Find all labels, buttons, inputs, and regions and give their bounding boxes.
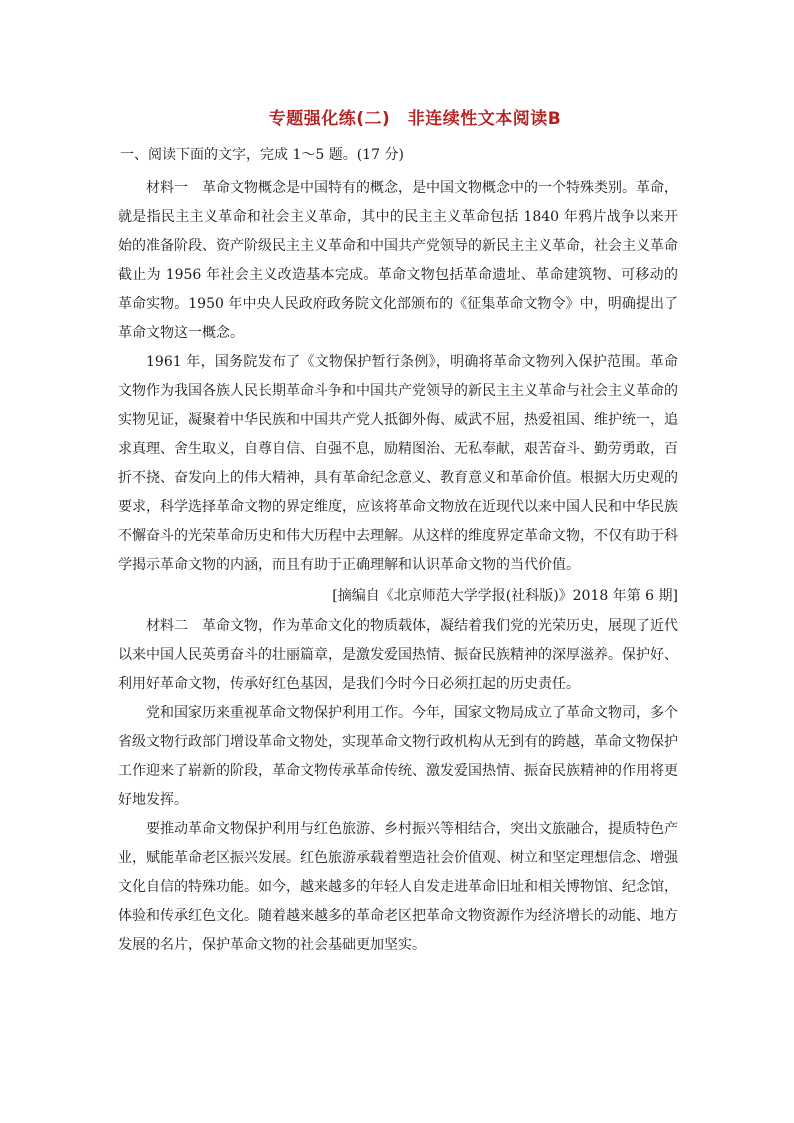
material1-paragraph2: 1961 年，国务院发布了《文物保护暂行条例》，明确将革命文物列入保护范围。革命文物作为我国各族人民长期革命斗争和中国共产党领导的新民主主义革命与社会主义革命的实物见证，凝聚着中华民族和中国共产党人抵御外侮、威武不屈，热爱祖国、维护统一，追求真理、舍生取义，自尊自信、自强不息，励精图治、无私奉献，艰苦奋斗、勤劳勇敢，百折不挠、奋发向上的伟大精神，具有革命纪念意义、教育意义和革命价值。根据大历史观的要求，科学选择革命文物的界定维度，应该将革命文物放在近现代以来中国人民和中华民族不懈奋斗的光荣革命历史和伟大历程中去理解。从这样的维度界定革命文物，不仅有助于科学揭示革命文物的内涵，而且有助于正确理解和认识革命文物的当代价值。 [118,354,678,573]
material2-label: 材料二 [146,618,188,634]
material1-para1-text: 革命文物概念是中国特有的概念，是中国文物概念中的一个特殊类别。革命，就是指民主主义革命和社会主义革命，其中的民主主义革命包括 1840 年鸦片战争以来开始的准备阶段、资产阶级民主主义革命和中国共产党领导的新民主主义革命，社会主义革命截止为 1956 年社会主义改造基本完成。革命文物包括革命遗址、革命建筑物、可移动的革命实物。1950 年中央人民政府政务院文化部颁布的《征集革命文物令》中，明确提出了革命文物这一概念。 [118,180,678,341]
material1-paragraph1 [118,174,678,348]
page-title: 专题强化练(二) 非连续性文本阅读B [268,109,562,129]
material1-label: 材料一 [146,180,188,196]
question-instruction: 一、阅读下面的文字，完成 1～5 题。(17 分) [120,147,404,163]
material2-para1-text: 革命文物，作为革命文化的物质载体，凝结着我们党的光荣历史，展现了近代以来中国人民英勇奋斗的壮丽篇章，是激发爱国热情、振奋民族精神的深厚滋养。保护好、利用好革命文物，传承好红色基因，是我们今时今日必须扛起的历史责任。 [118,618,678,692]
material2-paragraph1 [118,612,678,699]
material2-paragraph3: 要推动革命文物保护利用与红色旅游、乡村振兴等相结合，突出文旅融合，提质特色产业，赋能革命老区振兴发展。红色旅游承载着塑造社会价值观、树立和坚定理想信念、增强文化自信的特殊功能。如今，越来越多的年轻人自发走进革命旧址和相关博物馆、纪念馆，体验和传承红色文化。随着越来越多的革命老区把革命文物资源作为经济增长的动能、地方发展的名片，保护革命文物的社会基础更加坚实。 [118,821,678,953]
material1-source: [摘编自《北京师范大学学报(社科版)》2018 年第 6 期] [332,588,678,604]
reading-passage [118,174,678,960]
material2-paragraph2: 党和国家历来重视革命文物保护利用工作。今年，国家文物局成立了革命文物司，多个省级文物行政部门增设革命文物处，实现革命文物行政机构从无到有的跨越，革命文物保护工作迎来了崭新的阶段，革命文物传承革命传统、激发爱国热情、振奋民族精神的作用将更好地发挥。 [118,705,678,808]
